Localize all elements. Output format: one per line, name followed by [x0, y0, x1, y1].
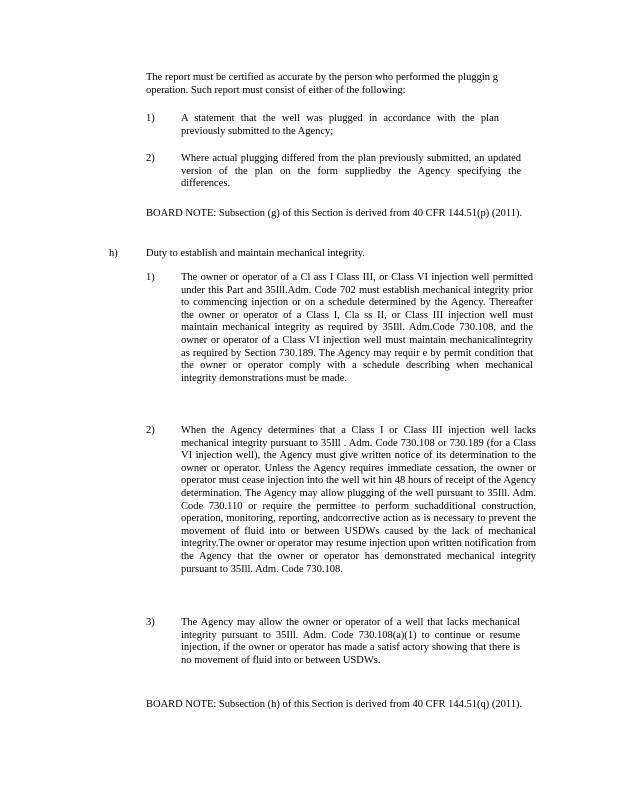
plugging-item-2-number: 2): [146, 153, 155, 164]
intro-paragraph: The report must be certified as accurate by the person who performed the pluggin g operation. Such report must consist of either of the following:: [146, 72, 498, 96]
integrity-item-3-number: 3): [146, 617, 155, 628]
integrity-item-3-text: The Agency may allow the owner or operator of a well that lacks mechanical integrity pursuant to 35Ill. Adm. Code 730.108(a)(1) to continue or resume injection, if the owner or operator has made a satisf actory showing that there is no movement of fluid into or between USDWs.: [181, 617, 520, 666]
integrity-item-2-number: 2): [146, 425, 155, 436]
integrity-item-1-number: 1): [146, 272, 155, 283]
plugging-item-1-number: 1): [146, 113, 155, 124]
plugging-item-2-text: Where actual plugging differed from the plan previously submitted, an updated version of the plan on the form suppliedby the Agency specifying the differences.: [181, 153, 521, 190]
board-note-subsection-g: BOARD NOTE: Subsection (g) of this Section is derived from 40 CFR 144.51(p) (2011).: [146, 208, 523, 219]
plugging-item-1-text: A statement that the well was plugged in accordance with the plan previously submitted to the Agency;: [181, 113, 499, 137]
integrity-item-1-text: The owner or operator of a Cl ass I Class III, or Class VI injection well permitted under this Part and 35Ill.Adm. Code 702 must establish mechanical integrity prior to commencing injection or on a schedule determined by the Agency. Thereafter the owner or operator of a Class I, Cla ss II, or Class III injection well must maintain mechanical integrity as required by 35Ill. Adm.Code 730.108, and the owner or operator of a Class VI injection well must maintain mechanicalintegrity as required by Section 730.189. The Agency may requir e by permit condition that the owner or operator comply with a schedule describing when mechanical integrity demonstrations must be made.: [181, 272, 533, 384]
section-h-heading: Duty to establish and maintain mechanical integrity.: [146, 248, 365, 259]
board-note-subsection-h: BOARD NOTE: Subsection (h) of this Section is derived from 40 CFR 144.51(q) (2011).: [146, 699, 523, 710]
section-h-label: h): [109, 248, 118, 259]
integrity-item-2-text: When the Agency determines that a Class I or Class III injection well lacks mechanical integrity pursuant to 35Ill . Adm. Code 730.108 or 730.189 (for a Class VI injection well), the Agency must give written notice of its determination to the owner or operator. Unless the Agency requires immediate cessation, the owner or operator must cease injection into the well wit hin 48 hours of receipt of the Agency determination. The Agency may allow plugging of the well pursuant to 35Ill. Adm. Code 730.110 or require the permittee to perform suchadditional construction, operation, monitoring, reporting, andcorrective action as is necessary to prevent the movement of fluid into or between USDWs caused by the lack of mechanical integrity.The owner or operator may resume injection upon written notification from the Agency that the owner or operator has demonstrated mechanical integrity pursuant to 35Ill. Adm. Code 730.108.: [181, 425, 536, 575]
